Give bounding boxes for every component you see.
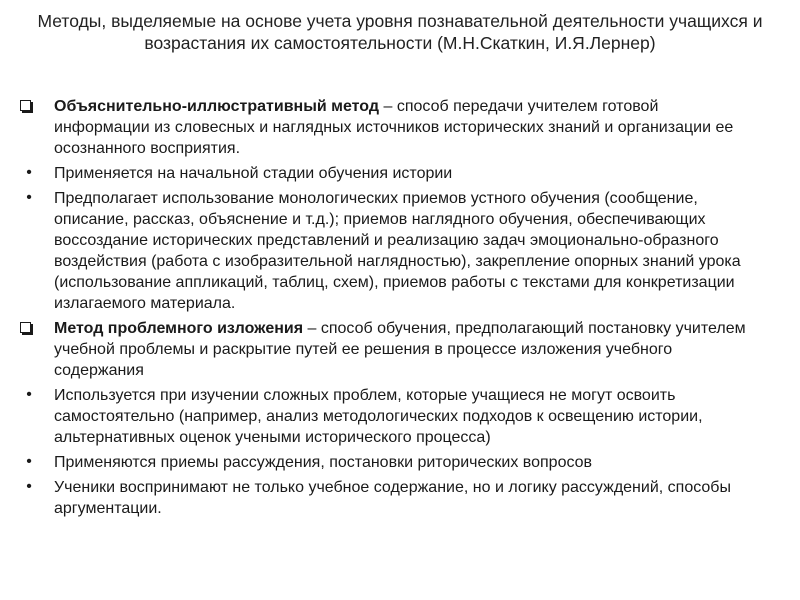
method-term: Объяснительно-иллюстративный метод [54, 98, 380, 115]
list-item [26, 452, 754, 473]
bullet-dot-icon: • [26, 164, 32, 181]
checkbox-square-bullet-icon [18, 98, 32, 114]
bullet-dot-icon: • [26, 189, 32, 206]
bullet-text: Применяются приемы рассуждения, постановки риторических вопросов [54, 454, 593, 471]
bullet-list [26, 96, 754, 523]
method-description: – способ обучения, предполагающий постановку учителем учебной проблемы и раскрытие путей ее решения в процессе изложения учебного содержания [54, 320, 746, 379]
bullet-dot-icon: • [26, 478, 32, 495]
bullet-dot-icon: • [26, 386, 32, 403]
method-term: Метод проблемного изложения [54, 320, 304, 337]
bullet-text: Используется при изучении сложных проблем, которые учащиеся не могут освоить самостоятельно (например, анализ методологических подходов к освещению истории, альтернативных оценок учеными исторического процесса) [54, 387, 703, 446]
list-item-problem-method [54, 318, 754, 381]
bullet-text: Применяется на начальной стадии обучения истории [54, 165, 453, 182]
list-item [26, 163, 754, 184]
bullet-text: Предполагает использование монологических приемов устного обучения (сообщение, описание, рассказ, объяснение и т.д.); приемов наглядного обучения, обеспечивающих воссоздание исторических представлений и реализацию задач эмоционально-образного воздействия (работа с изобразительной наглядностью), закрепление опорных знаний урока (использование аппликаций, таблиц, схем), приемов работы с текстами для конкретизации излагаемого материала. [54, 190, 741, 312]
list-item [26, 477, 754, 519]
bullet-dot-icon: • [26, 453, 32, 470]
slide-title: Методы, выделяемые на основе учета уровня познавательной деятельности учащихся и возрастания их самостоятельности (М.Н.Скаткин, И.Я.Лернер) [37, 11, 763, 53]
checkbox-square-bullet-icon [18, 320, 32, 336]
bullet-text: Ученики воспринимают не только учебное содержание, но и логику рассуждений, способы аргументации. [54, 479, 731, 517]
list-item [26, 188, 754, 314]
list-item [26, 385, 754, 448]
method-description: – способ передачи учителем готовой информации из словесных и наглядных источников исторических знаний и организации ее осознанного восприятия. [54, 98, 734, 157]
list-item-explanatory-method [54, 96, 754, 159]
